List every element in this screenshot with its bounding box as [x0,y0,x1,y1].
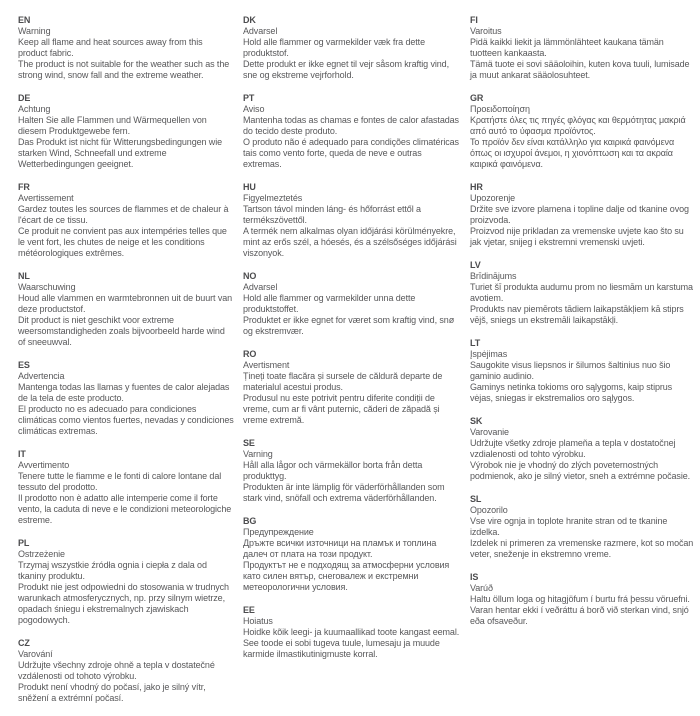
language-block [243,516,461,593]
warning-paragraph: Držite sve izvore plamena i topline dalje od tkanine ovog proizvoda. [470,204,689,225]
language-block [470,572,696,627]
warning-paragraphs [243,538,461,593]
warning-title: Figyelmeztetés [243,193,303,203]
language-code: DK [243,15,256,25]
warning-title: Προειδοποίηση [470,104,530,114]
language-block [470,93,696,170]
warning-paragraph: Hold alle flammer og varmekilder unna dette produktstoffet. [243,293,416,314]
language-code: EE [243,605,255,615]
warning-paragraph: Produktet er ikke egnet for været som kraftig vind, snø og ekstremvær. [243,315,455,336]
warning-paragraph: Il prodotto non è adatto alle intemperie come il forte vento, la caduta di neve e le condizioni meteorologiche estreme. [18,493,232,525]
warning-paragraphs [470,438,696,482]
warning-paragraphs [243,37,461,81]
language-code: GR [470,93,484,103]
language-block [18,360,234,437]
language-code: PT [243,93,255,103]
warning-title: Avertisment [243,360,290,370]
column-2 [243,15,461,716]
language-block [243,605,461,660]
warning-paragraph: Продуктът не е подходящ за атмосферни условия като силен вятър, снеговалеж и екстремни метеорологични условия. [243,560,450,592]
warning-paragraph: See toode ei sobi tugeva tuule, lumesaju ja muude karmide ilmastikutinigmuste korral. [243,638,440,659]
warning-paragraph: Varan hentar ekki í veðráttu á borð við sterkan vind, snjó eða ofsaveður. [470,605,689,626]
language-code: IS [470,572,479,582]
warning-paragraphs [243,204,461,259]
warning-title: Hoiatus [243,616,273,626]
language-block [18,638,234,704]
warning-title: Varning [243,449,273,459]
language-code: SE [243,438,255,448]
warning-paragraph: Udržujte všechny zdroje ohně a tepla v dostatečné vzdálenosti od tohoto výrobku. [18,660,215,681]
warning-paragraph: Hoidke kõik leegi- ja kuumaallikad toote kangast eemal. [243,627,460,637]
warning-paragraph: Το προϊόν δεν είναι κατάλληλο για καιρικά φαινόμενα όπως οι ισχυροί άνεμοι, η χιονόπτωση και τα ακραία καιρικά φαινόμενα. [470,137,675,169]
warning-paragraph: Tenere tutte le fiamme e le fonti di calore lontane dal tessuto del prodotto. [18,471,222,492]
warning-paragraph: Tämä tuote ei sovi sääoloihin, kuten kova tuuli, lumisade ja muut ankarat sääolosuhteet. [470,59,690,80]
warning-paragraph: El producto no es adecuado para condiciones climáticas como vientos fuertes, nevadas y condiciones climáticas extremas. [18,404,234,436]
language-block [18,15,234,81]
language-code: NO [243,271,257,281]
warning-paragraph: Produkt nie jest odpowiedni do stosowania w trudnych warunkach atmosferycznych, np. przy silnym wietrze, opadach śniegu i ekstremalnych zjawiskach pogodowych. [18,582,229,625]
warning-paragraphs [470,282,696,326]
warning-paragraph: Pidä kaikki liekit ja lämmönlähteet kaukana tämän tuotteen kankaasta. [470,37,664,58]
warning-paragraph: Ce produit ne convient pas aux intempéries telles que le vent fort, les chutes de neige et les conditions météorologiques extrêmes. [18,226,227,258]
language-block [18,93,234,170]
language-code: LV [470,260,481,270]
language-block [470,15,696,81]
language-block [243,182,461,259]
warning-title: Предупреждение [243,527,314,537]
warning-title: Varúð [470,583,493,593]
language-block [470,494,696,560]
language-block [18,449,234,526]
column-3 [470,15,696,716]
language-code: SL [470,494,482,504]
warning-paragraph: Mantenga todas las llamas y fuentes de calor alejadas de la tela de este producto. [18,382,230,403]
warning-title: Varování [18,649,53,659]
warning-paragraph: Proizvod nije prikladan za vremenske uvjete kao što su jak vjetar, snijeg i ekstremni vremenski uvjeti. [470,226,684,247]
language-block [18,538,234,626]
warning-paragraph: A termék nem alkalmas olyan időjárási körülményekre, mint az erős szél, a hóesés, és a szélsőséges időjárási viszonyok. [243,226,457,258]
warning-title: Varoitus [470,26,502,36]
warning-paragraphs [18,37,234,81]
warning-paragraph: Hold alle flammer og varmekilder væk fra dette produktstof. [243,37,425,58]
warning-title: Waarschuwing [18,282,76,292]
warning-paragraph: Vse vire ognja in toplote hranite stran od te tkanine izdelka. [470,516,668,537]
warning-paragraph: Turiet šī produkta audumu prom no liesmām un karstuma avotiem. [470,282,693,303]
language-code: HR [470,182,483,192]
language-code: BG [243,516,257,526]
warning-paragraph: Produkts nav piemērots tādiem laikapstākļiem kā stiprs vējš, sniegs un ekstremāli laikapstākļi. [470,304,684,325]
column-1 [18,15,234,716]
warning-title: Warning [18,26,51,36]
warning-title: Upozorenje [470,193,516,203]
language-code: HU [243,182,256,192]
language-block [470,260,696,326]
warning-paragraph: Dette produkt er ikke egnet til vejr såsom kraftig vind, sne og ekstreme vejrforhold. [243,59,449,80]
warning-paragraphs [470,37,696,81]
warning-paragraphs [243,460,461,504]
warning-paragraphs [243,115,461,170]
warning-paragraphs [470,204,696,248]
warning-title: Brīdinājums [470,271,517,281]
warning-paragraph: Tartson távol minden láng- és hőforrást ettől a termékszövettől. [243,204,421,225]
language-block [470,416,696,482]
language-code: DE [18,93,31,103]
language-block [243,271,461,337]
language-code: IT [18,449,26,459]
warning-paragraphs [18,115,234,170]
warning-paragraphs [470,115,696,170]
language-block [243,93,461,170]
language-block [18,182,234,259]
warning-paragraphs [18,293,234,348]
warning-paragraph: O produto não é adequado para condições climatéricas tais como vento forte, queda de neve e outras extremas. [243,137,459,169]
warning-paragraph: Izdelek ni primeren za vremenske razmere, kot so močan veter, sneženje in ekstremno vreme. [470,538,694,559]
language-block [243,438,461,504]
language-code: FI [470,15,478,25]
warning-paragraph: Halten Sie alle Flammen und Wärmequellen von diesem Produktgewebe fern. [18,115,207,136]
language-block [470,338,696,404]
warning-title: Įspėjimas [470,349,508,359]
warning-paragraph: Produkten är inte lämplig för väderförhållanden som stark vind, snöfall och extrema väderförhållanden. [243,482,445,503]
language-code: NL [18,271,30,281]
warning-paragraphs [18,471,234,526]
language-code: PL [18,538,30,548]
language-code: ES [18,360,30,370]
warning-paragraphs [243,371,461,426]
language-block [243,15,461,81]
language-block [243,349,461,426]
warning-paragraph: Das Produkt ist nicht für Witterungsbedingungen wie starken Wind, Schneefall und extreme Wetterbedingungen geeignet. [18,137,223,169]
warning-paragraphs [18,660,234,704]
warning-paragraphs [470,360,696,404]
warning-paragraph: Dit product is niet geschikt voor extreme weersomstandigheden zoals bijvoorbeeld harde wind of sneeuwval. [18,315,225,347]
warning-paragraph: Trzymaj wszystkie źródła ognia i ciepła z dala od tkaniny produktu. [18,560,207,581]
warning-paragraphs [243,627,461,660]
warning-title: Opozorilo [470,505,508,515]
warning-title: Advarsel [243,26,278,36]
warning-paragraph: Țineți toate flacăra și sursele de căldură departe de materialul acestui produs. [243,371,443,392]
warning-paragraph: Houd alle vlammen en warmtebronnen uit de buurt van deze productstof. [18,293,233,314]
warning-paragraphs [18,382,234,437]
warning-paragraph: Produsul nu este potrivit pentru diferite condiții de vreme, cum ar fi vânt puternic, căderi de zăpadă și vreme extremă. [243,393,440,425]
warning-paragraph: Mantenha todas as chamas e fontes de calor afastadas do tecido deste produto. [243,115,459,136]
warning-paragraph: Gardez toutes les sources de flammes et de chaleur à l'écart de ce tissu. [18,204,229,225]
language-code: CZ [18,638,30,648]
language-code: RO [243,349,257,359]
warning-paragraph: Gaminys netinka tokioms oro sąlygoms, kaip stiprus vėjas, sniegas ir ekstremalios oro sąlygos. [470,382,673,403]
language-block [470,182,696,248]
warning-paragraphs [18,560,234,626]
language-code: LT [470,338,481,348]
warning-paragraphs [18,204,234,259]
language-code: EN [18,15,31,25]
warning-paragraph: Дръжте всички източници на пламък и топлина далеч от плата на този продукт. [243,538,437,559]
language-code: FR [18,182,30,192]
warning-paragraph: The product is not suitable for the weather such as the strong wind, snow fall and the extreme weather. [18,59,230,80]
warning-paragraph: Haltu öllum loga og hitagjöfum í burtu frá þessu vöruefni. [470,594,690,604]
warning-paragraphs [470,516,696,560]
warning-paragraph: Κρατήστε όλες τις πηγές φλόγας και θερμότητας μακριά από αυτό το ύφασμα προϊόντος. [470,115,686,136]
warning-title: Avertissement [18,193,74,203]
warning-paragraph: Saugokite visus liepsnos ir šilumos šaltinius nuo šio gaminio audinio. [470,360,671,381]
warning-paragraphs [470,594,696,627]
warning-paragraphs [243,293,461,337]
warning-paragraph: Produkt není vhodný do počasí, jako je silný vítr, sněžení a extrémní počasí. [18,682,206,703]
warning-paragraph: Výrobok nie je vhodný do zlých poveternostných podmienok, ako je silný vietor, sneh a extrémne počasie. [470,460,691,481]
warning-title: Advarsel [243,282,278,292]
warning-title: Aviso [243,104,265,114]
warning-title: Avvertimento [18,460,70,470]
warning-paragraph: Keep all flame and heat sources away from this product fabric. [18,37,203,58]
warning-paragraph: Håll alla lågor och värmekällor borta från detta produkttyg. [243,460,423,481]
warning-title: Ostrzeżenie [18,549,65,559]
warning-paragraph: Udržujte všetky zdroje plameňa a tepla v dostatočnej vzdialenosti od tohto výrobku. [470,438,676,459]
warning-title: Varovanie [470,427,509,437]
language-code: SK [470,416,483,426]
warning-title: Achtung [18,104,51,114]
language-block [18,271,234,348]
warning-title: Advertencia [18,371,65,381]
